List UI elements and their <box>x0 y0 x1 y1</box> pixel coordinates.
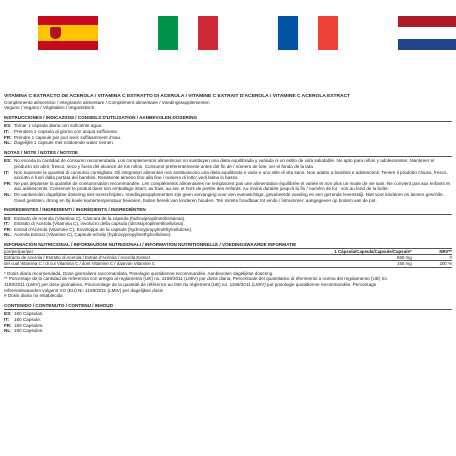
note-line: NL: De aanbevolen dagelijkse dosering niet overschrijden. Voedingssupplementen zijn geen vervanging voor een evenwichtige, gevarieerde voeding en een gezonde levensstijl. Niet voor kinderen en tieners geschikt. Goed gesloten, droog en bij koele kamertemperatuur bewaren, buiten bereik van kinderen houden. Ten minste houdbaar tot einde / lotnummer: aangegeven op bodem van de pot. <box>4 191 444 203</box>
footnote: * Dosis diaria recomendada, Dose giornaliera raccomandata, Posologie quotidienne recommandée, Aanbevolen dagelijkse dosering <box>4 270 273 276</box>
ingredient-line: IT: Estratto di Acerola (Vitamina C), involucro della capsula (idrossipropilmetilcellulosa). <box>4 221 185 227</box>
note-line: ES: No exceda la cantidad de consumo recomendada. Los complementos alimenticios no sustituyen una dieta equilibrada y variada ni un estilo de vida saludable. No apto para niños y adolescentes. Mantener el producto sin abrir, fresco, seco y fuera del alcance de los niños. Consumir preferentemente antes del fin de / número de lote: ver el fondo de la lata. <box>4 158 435 169</box>
subtitle-line: Complemento alimenticio / Integratore alimentare / Complément alimentaire / Voedingssupplementen <box>4 99 210 105</box>
nutrition-section <box>4 242 452 299</box>
instruction-line: FR: Prendre 1 capsule par jour avec suffisamment d'eau. <box>4 134 122 140</box>
spain-flag-icon <box>38 16 98 50</box>
contents-header: CONTENIDO / CONTENUTO / CONTENU / INHOUD <box>4 302 113 308</box>
ingredient-line: NL: Acerola Extract (Vitamine C), Capsule-schelp (hydroxypropylmethylcellulose). <box>4 232 172 238</box>
instruction-line: ES: Tomar 1 cápsula diaria con suficiente agua. <box>4 123 103 129</box>
spain-coat-of-arms-icon <box>50 27 61 39</box>
footnote: referentiewaarden volgens VO (EU) Nr. 1169/2011 (LMIV) per dagelijkse dosis <box>4 287 163 293</box>
notes-header: NOTAS / NOTE / NOTES / NOTITIE <box>4 149 78 155</box>
ingredient-line: FR: Extrait d'Acérola (Vitamine C), Enveloppe de la capsule (hydroxypropylméthylcellulose). <box>4 226 193 232</box>
footnote: # Dosis diaria no establecida <box>4 293 63 299</box>
ingredients-header: INGREDIENTES / INGREDIENTI / INGRÉDIENTS / INGREDIËNTEN <box>4 207 146 213</box>
instruction-line: IT: Prendere 1 capsula al giorno con acqua sufficiente. <box>4 128 119 134</box>
ingredient-line: ES: Extracto de Acerola (Vitamina C), Cáscara de la cápsula (hidroxipropilmetilcelulosa). <box>4 215 186 221</box>
contents-section <box>4 303 452 334</box>
netherlands-flag-icon <box>398 16 456 50</box>
content-line: FR: 180 Capsules. <box>4 322 44 328</box>
nutrition-header-row: por/per/par/per 1 Cápsula/Capsula/Capsule/Capsule* NRV** <box>4 248 452 254</box>
instructions-header: INSTRUCCIONES / INDICAZIONI / CONSEILS D'UTILISATION / AANBEVOLEN DOSERING <box>4 114 198 120</box>
france-flag-icon <box>278 16 338 50</box>
italy-flag-icon <box>158 16 218 50</box>
subtitle-line: Vegano / Vegano / Végétalien / Veganistisch <box>4 105 95 111</box>
content-line: ES: 180 Cápsulas. <box>4 311 44 317</box>
nutrition-table <box>4 248 452 268</box>
footnote: 1169/2011 (LMIV) per dose giornaliera, Pourcentage de la quantité de référence au titre du règlement (UE) no. 1169/2011 (LMIV) par posologie quotidienne recommandée, Percentage <box>4 282 377 288</box>
nutrition-row: del cual Vitamina C / di cui Vitamina C / dont Vitamine C / daarvan Vitamine C 160 mg 200 % <box>4 261 452 267</box>
footnote: ** Porcentaje de la cantidad de referencia con arreglo al reglamento (UE) no. 1169/2011 (LMIV) por dosis diaria, Percentuale del quantitativo di riferimento a norma del regolamento (UE) no. <box>4 276 389 282</box>
product-title: VITAMINA C EXTRACTO DE ACEROLA / VITAMINA C ESTRATTO DI ACEROLA / VITAMINE C EXTRAIT D'ACEROLA / VITAMINE C ACEROLA EXTRACT <box>4 94 351 99</box>
ingredients-section <box>4 207 452 238</box>
content-line: NL: 180 Capsules. <box>4 328 44 334</box>
flag-row <box>0 16 456 50</box>
notes-section <box>4 150 452 203</box>
label-text <box>4 94 452 334</box>
instruction-line: NL: Dagelijks 1 capsule met voldoende water nemen. <box>4 140 115 146</box>
note-line: FR: Ne pas dépasser la quantité de consommation recommandée. Les compléments alimentaires ne remplacent pas une alimentation équilibrée et variée et non plus un mode de vie sain. Ne convient pas aux enfants et aux adolescents. Conserver le produit dans son emballage intact, au frais, au sec et hors de portée des enfants. Au moins durable jusqu'à la fin / numéro de lot : voir au fond de la boîte. <box>4 180 450 192</box>
instructions-section <box>4 115 452 146</box>
nutrition-header: INFORMACIÓN NUTRICIONAL / INFORMAZIONI NUTRIZIONALI / INFORMATION NUTRITIONNELLE / VOEDINGSWAARDE INFORMATIE <box>4 242 297 248</box>
note-line: IT: Non superare la quantità di consumo consigliata. Gli integratori alimentari non sostituiscono una dieta equilibrata e varia e uno stile di vita sano. Non adatto a bambini e adolescenti. Tenere il prodotto chiuso, fresco, asciutto e fuori dalla portata dei bambini. Resistente almeno fino alla fine / numero di lotto: vedi latina in basso. <box>4 169 448 181</box>
nutrition-row: Extracto de Acerola / Estratto di Acerola / Extrait d'Acérola / Acerola Extract 860 mg # <box>4 255 452 261</box>
content-line: IT: 180 Capsule. <box>4 317 42 323</box>
